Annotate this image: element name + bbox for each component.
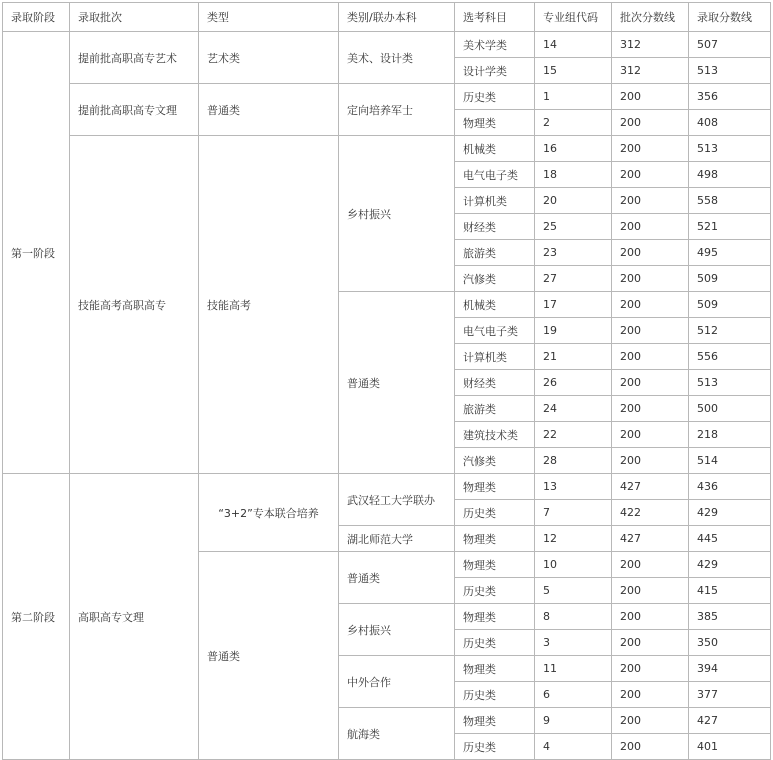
code-cell: 8 <box>535 604 612 630</box>
subject-cell: 电气电子类 <box>455 162 535 188</box>
header-subject: 选考科目 <box>455 3 535 32</box>
code-cell: 24 <box>535 396 612 422</box>
type-cell: 普通类 <box>199 552 339 760</box>
admit-line-cell: 385 <box>689 604 771 630</box>
batch-line-cell: 200 <box>612 240 689 266</box>
admit-line-cell: 377 <box>689 682 771 708</box>
batch-line-cell: 200 <box>612 110 689 136</box>
code-cell: 28 <box>535 448 612 474</box>
admit-line-cell: 512 <box>689 318 771 344</box>
code-cell: 12 <box>535 526 612 552</box>
batch-line-cell: 200 <box>612 266 689 292</box>
batch-line-cell: 200 <box>612 708 689 734</box>
header-batch: 录取批次 <box>70 3 199 32</box>
subject-cell: 历史类 <box>455 500 535 526</box>
batch-line-cell: 427 <box>612 526 689 552</box>
subject-cell: 物理类 <box>455 552 535 578</box>
admit-line-cell: 218 <box>689 422 771 448</box>
admit-line-cell: 350 <box>689 630 771 656</box>
admit-line-cell: 507 <box>689 32 771 58</box>
subject-cell: 物理类 <box>455 526 535 552</box>
subject-cell: 物理类 <box>455 110 535 136</box>
code-cell: 11 <box>535 656 612 682</box>
header-category: 类别/联办本科 <box>339 3 455 32</box>
code-cell: 18 <box>535 162 612 188</box>
subject-cell: 历史类 <box>455 682 535 708</box>
subject-cell: 财经类 <box>455 370 535 396</box>
subject-cell: 历史类 <box>455 734 535 760</box>
batch-line-cell: 200 <box>612 318 689 344</box>
batch-line-cell: 200 <box>612 344 689 370</box>
code-cell: 4 <box>535 734 612 760</box>
subject-cell: 物理类 <box>455 656 535 682</box>
admit-line-cell: 415 <box>689 578 771 604</box>
admit-line-cell: 509 <box>689 292 771 318</box>
code-cell: 22 <box>535 422 612 448</box>
batch-line-cell: 422 <box>612 500 689 526</box>
admit-line-cell: 394 <box>689 656 771 682</box>
type-cell: 普通类 <box>199 84 339 136</box>
code-cell: 17 <box>535 292 612 318</box>
code-cell: 14 <box>535 32 612 58</box>
batch-line-cell: 200 <box>612 188 689 214</box>
subject-cell: 电气电子类 <box>455 318 535 344</box>
code-cell: 9 <box>535 708 612 734</box>
code-cell: 27 <box>535 266 612 292</box>
batch-cell: 技能高考高职高专 <box>70 136 199 474</box>
stage-cell: 第二阶段 <box>3 474 70 760</box>
admit-line-cell: 429 <box>689 500 771 526</box>
subject-cell: 汽修类 <box>455 448 535 474</box>
admit-line-cell: 495 <box>689 240 771 266</box>
batch-line-cell: 200 <box>612 422 689 448</box>
code-cell: 2 <box>535 110 612 136</box>
subject-cell: 美术学类 <box>455 32 535 58</box>
stage-cell: 第一阶段 <box>3 32 70 474</box>
category-cell: 乡村振兴 <box>339 604 455 656</box>
header-row <box>3 3 771 32</box>
table-row <box>3 474 771 500</box>
category-cell: 美术、设计类 <box>339 32 455 84</box>
subject-cell: 物理类 <box>455 604 535 630</box>
code-cell: 7 <box>535 500 612 526</box>
batch-line-cell: 200 <box>612 136 689 162</box>
type-cell: 艺术类 <box>199 32 339 84</box>
code-cell: 6 <box>535 682 612 708</box>
code-cell: 3 <box>535 630 612 656</box>
category-cell: 定向培养军士 <box>339 84 455 136</box>
subject-cell: 历史类 <box>455 630 535 656</box>
code-cell: 20 <box>535 188 612 214</box>
header-code: 专业组代码 <box>535 3 612 32</box>
admit-line-cell: 513 <box>689 370 771 396</box>
table-row <box>3 84 771 110</box>
code-cell: 23 <box>535 240 612 266</box>
subject-cell: 建筑技术类 <box>455 422 535 448</box>
subject-cell: 计算机类 <box>455 188 535 214</box>
batch-line-cell: 200 <box>612 552 689 578</box>
code-cell: 13 <box>535 474 612 500</box>
code-cell: 19 <box>535 318 612 344</box>
subject-cell: 物理类 <box>455 474 535 500</box>
category-cell: 航海类 <box>339 708 455 760</box>
code-cell: 5 <box>535 578 612 604</box>
subject-cell: 历史类 <box>455 84 535 110</box>
batch-line-cell: 200 <box>612 734 689 760</box>
category-cell: 普通类 <box>339 552 455 604</box>
code-cell: 1 <box>535 84 612 110</box>
subject-cell: 汽修类 <box>455 266 535 292</box>
code-cell: 21 <box>535 344 612 370</box>
admission-score-table <box>2 2 771 760</box>
batch-line-cell: 200 <box>612 604 689 630</box>
batch-line-cell: 200 <box>612 630 689 656</box>
batch-line-cell: 312 <box>612 32 689 58</box>
batch-line-cell: 200 <box>612 656 689 682</box>
batch-line-cell: 200 <box>612 214 689 240</box>
code-cell: 10 <box>535 552 612 578</box>
admit-line-cell: 500 <box>689 396 771 422</box>
admit-line-cell: 401 <box>689 734 771 760</box>
batch-line-cell: 200 <box>612 578 689 604</box>
batch-line-cell: 200 <box>612 396 689 422</box>
category-cell: 湖北师范大学 <box>339 526 455 552</box>
admit-line-cell: 513 <box>689 136 771 162</box>
batch-line-cell: 200 <box>612 370 689 396</box>
code-cell: 15 <box>535 58 612 84</box>
batch-cell: 高职高专文理 <box>70 474 199 760</box>
admit-line-cell: 427 <box>689 708 771 734</box>
admit-line-cell: 521 <box>689 214 771 240</box>
admit-line-cell: 509 <box>689 266 771 292</box>
table-row <box>3 136 771 162</box>
category-cell: 武汉轻工大学联办 <box>339 474 455 526</box>
subject-cell: 物理类 <box>455 708 535 734</box>
subject-cell: 机械类 <box>455 136 535 162</box>
batch-line-cell: 200 <box>612 448 689 474</box>
admit-line-cell: 429 <box>689 552 771 578</box>
header-admit-line: 录取分数线 <box>689 3 771 32</box>
subject-cell: 旅游类 <box>455 240 535 266</box>
admit-line-cell: 558 <box>689 188 771 214</box>
subject-cell: 旅游类 <box>455 396 535 422</box>
admit-line-cell: 556 <box>689 344 771 370</box>
subject-cell: 设计学类 <box>455 58 535 84</box>
admit-line-cell: 408 <box>689 110 771 136</box>
batch-cell: 提前批高职高专文理 <box>70 84 199 136</box>
batch-line-cell: 200 <box>612 682 689 708</box>
subject-cell: 计算机类 <box>455 344 535 370</box>
batch-line-cell: 200 <box>612 162 689 188</box>
category-cell: 乡村振兴 <box>339 136 455 292</box>
admit-line-cell: 356 <box>689 84 771 110</box>
admit-line-cell: 436 <box>689 474 771 500</box>
type-cell: 技能高考 <box>199 136 339 474</box>
header-stage: 录取阶段 <box>3 3 70 32</box>
code-cell: 25 <box>535 214 612 240</box>
subject-cell: 财经类 <box>455 214 535 240</box>
admit-line-cell: 445 <box>689 526 771 552</box>
category-cell: 中外合作 <box>339 656 455 708</box>
batch-cell: 提前批高职高专艺术 <box>70 32 199 84</box>
header-batch-line: 批次分数线 <box>612 3 689 32</box>
batch-line-cell: 200 <box>612 292 689 318</box>
code-cell: 16 <box>535 136 612 162</box>
type-cell: “3+2”专本联合培养 <box>199 474 339 552</box>
table-row <box>3 32 771 58</box>
category-cell: 普通类 <box>339 292 455 474</box>
subject-cell: 历史类 <box>455 578 535 604</box>
code-cell: 26 <box>535 370 612 396</box>
batch-line-cell: 312 <box>612 58 689 84</box>
admit-line-cell: 498 <box>689 162 771 188</box>
admit-line-cell: 514 <box>689 448 771 474</box>
batch-line-cell: 427 <box>612 474 689 500</box>
admit-line-cell: 513 <box>689 58 771 84</box>
subject-cell: 机械类 <box>455 292 535 318</box>
header-type: 类型 <box>199 3 339 32</box>
batch-line-cell: 200 <box>612 84 689 110</box>
